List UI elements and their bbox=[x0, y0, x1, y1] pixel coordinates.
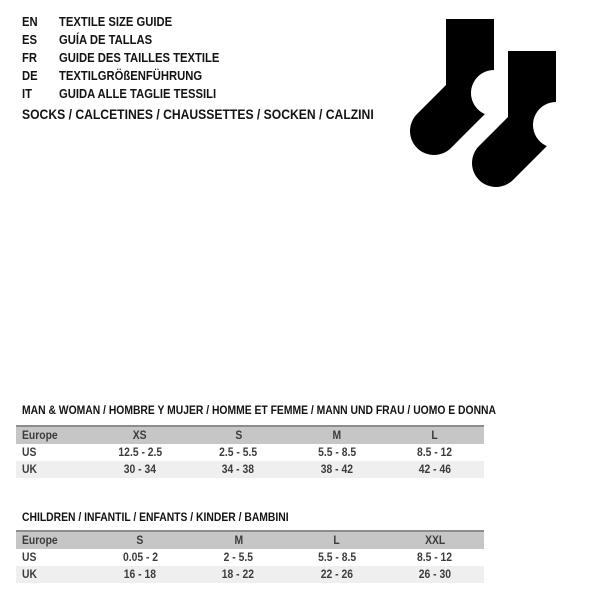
column-header-region: Europe bbox=[16, 531, 91, 549]
language-row-fr bbox=[22, 49, 237, 67]
table-row-us bbox=[16, 444, 484, 461]
column-header-size: S bbox=[189, 426, 287, 444]
size-value: 0.05 - 2 bbox=[122, 551, 158, 564]
column-header-size: S bbox=[91, 531, 189, 549]
language-row-en bbox=[22, 13, 237, 31]
column-header-size: L bbox=[386, 426, 484, 444]
table-header-row bbox=[16, 531, 484, 549]
size-value: 42 - 46 bbox=[418, 463, 451, 476]
size-value: 26 - 30 bbox=[418, 568, 451, 581]
size-value: 5.5 - 8.5 bbox=[317, 446, 356, 459]
size-value: 8.5 - 12 bbox=[417, 446, 453, 459]
column-header-size: M bbox=[189, 531, 287, 549]
language-row-es bbox=[22, 31, 237, 49]
language-title: GUIDE DES TAILLES TEXTILE bbox=[59, 51, 220, 65]
region-label: UK bbox=[22, 463, 37, 476]
language-title: GUIDA ALLE TAGLIE TESSILI bbox=[59, 87, 217, 101]
size-value: 18 - 22 bbox=[222, 568, 255, 581]
column-header-region: Europe bbox=[16, 426, 91, 444]
size-value: 2.5 - 5.5 bbox=[219, 446, 258, 459]
column-header-size: XXL bbox=[386, 531, 484, 549]
table-row-us bbox=[16, 549, 484, 566]
language-code: EN bbox=[22, 15, 38, 29]
table-row-uk bbox=[16, 566, 484, 583]
column-header-size: M bbox=[288, 426, 386, 444]
region-label: UK bbox=[22, 568, 37, 581]
size-value: 22 - 26 bbox=[320, 568, 353, 581]
size-table-man-woman bbox=[16, 425, 484, 478]
table-title-children: CHILDREN / INFANTIL / ENFANTS / KINDER / BAMBINI bbox=[22, 512, 289, 524]
region-label: US bbox=[22, 446, 37, 459]
size-value: 2 - 5.5 bbox=[223, 551, 254, 564]
product-category-heading: SOCKS / CALCETINES / CHAUSSETTES / SOCKEN / CALZINI bbox=[22, 107, 374, 122]
column-header-size: XS bbox=[91, 426, 189, 444]
sock-shape bbox=[434, 19, 517, 131]
size-value: 38 - 42 bbox=[320, 463, 353, 476]
region-label: US bbox=[22, 551, 37, 564]
table-row-uk bbox=[16, 461, 484, 478]
language-row-de bbox=[22, 67, 237, 85]
socks-icon bbox=[395, 2, 600, 190]
language-row-it bbox=[22, 85, 237, 103]
size-value: 12.5 - 2.5 bbox=[118, 446, 162, 459]
table-title-man-woman: MAN & WOMAN / HOMBRE Y MUJER / HOMME ET FEMME / MANN UND FRAU / UOMO E DONNA bbox=[22, 405, 496, 417]
language-title: TEXTILE SIZE GUIDE bbox=[59, 15, 173, 29]
language-title: TEXTILGRÖßENFÜHRUNG bbox=[59, 69, 203, 83]
size-table-children bbox=[16, 530, 484, 583]
language-code: FR bbox=[22, 51, 38, 65]
size-value: 8.5 - 12 bbox=[417, 551, 453, 564]
language-list bbox=[22, 13, 237, 103]
size-value: 34 - 38 bbox=[222, 463, 255, 476]
language-code: IT bbox=[22, 87, 32, 101]
column-header-size: L bbox=[288, 531, 386, 549]
table-header-row bbox=[16, 426, 484, 444]
language-title: GUÍA DE TALLAS bbox=[59, 33, 153, 47]
size-value: 16 - 18 bbox=[124, 568, 157, 581]
size-value: 30 - 34 bbox=[124, 463, 157, 476]
language-code: ES bbox=[22, 33, 38, 47]
size-value: 5.5 - 8.5 bbox=[317, 551, 356, 564]
sock-shape bbox=[496, 51, 579, 163]
language-code: DE bbox=[22, 69, 38, 83]
